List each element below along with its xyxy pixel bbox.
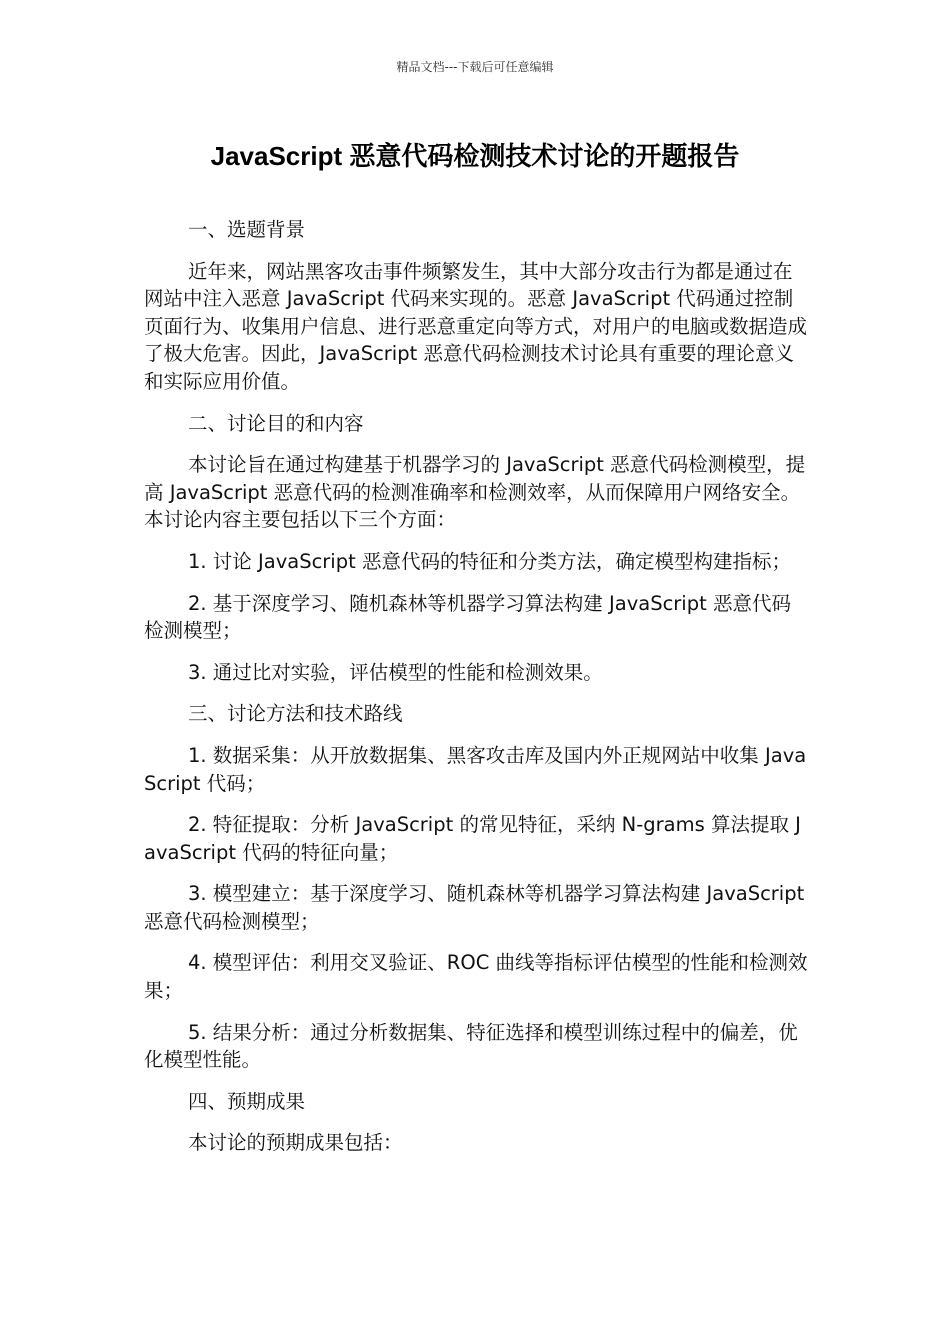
section-heading-outcomes: 四、预期成果 xyxy=(188,1089,306,1113)
list-item-method-4: 4. 模型评估：利用交叉验证、ROC 曲线等指标评估模型的性能和检测效果； xyxy=(144,951,808,1003)
list-item-goal-1: 1. 讨论 JavaScript 恶意代码的特征和分类方法，确定模型构建指标； xyxy=(188,549,791,573)
paragraph-background: 近年来，网站黑客攻击事件频繁发生，其中大部分攻击行为都是通过在网站中注入恶意 JavaScript 代码来实现的。恶意 JavaScript 代码通过控制页面行为、收集用户信息、进行恶意重定向等方式，对用户的电脑或数据造成了极大危害。因此，JavaScript 恶意代码检测技术讨论具有重要的理论意义和实际应用价值。 xyxy=(144,259,808,393)
paragraph-goals: 本讨论旨在通过构建基于机器学习的 JavaScript 恶意代码检测模型，提高 JavaScript 恶意代码的检测准确率和检测效率，从而保障用户网络安全。本讨论内容主要包括以下三个方面： xyxy=(144,453,806,532)
list-item-goal-2: 2. 基于深度学习、随机森林等机器学习算法构建 JavaScript 恶意代码检测模型； xyxy=(144,591,791,643)
list-item-goal-3: 3. 通过比对实验，评估模型的性能和检测效果。 xyxy=(188,660,603,684)
section-heading-background: 一、选题背景 xyxy=(188,218,306,241)
section-heading-methods: 三、讨论方法和技术路线 xyxy=(188,702,403,726)
list-item-method-3: 3. 模型建立：基于深度学习、随机森林等机器学习算法构建 JavaScript 恶意代码检测模型； xyxy=(144,882,805,933)
document-body xyxy=(144,216,809,1171)
section-heading-goals: 二、讨论目的和内容 xyxy=(188,411,364,435)
list-item-method-5: 5. 结果分析：通过分析数据集、特征选择和模型训练过程中的偏差，优化模型性能。 xyxy=(144,1020,798,1072)
paragraph-outcomes: 本讨论的预期成果包括： xyxy=(188,1131,403,1155)
document-title: JavaScript 恶意代码检测技术讨论的开题报告 xyxy=(210,141,740,171)
list-item-method-1: 1. 数据采集：从开放数据集、黑客攻击库及国内外正规网站中收集 JavaScript 代码； xyxy=(144,743,807,795)
list-item-method-2: 2. 特征提取：分析 JavaScript 的常见特征，采纳 N-grams 算法提取 JavaScript 代码的特征向量； xyxy=(144,813,801,864)
header-note: 精品文档---下载后可任意编辑 xyxy=(396,60,554,74)
